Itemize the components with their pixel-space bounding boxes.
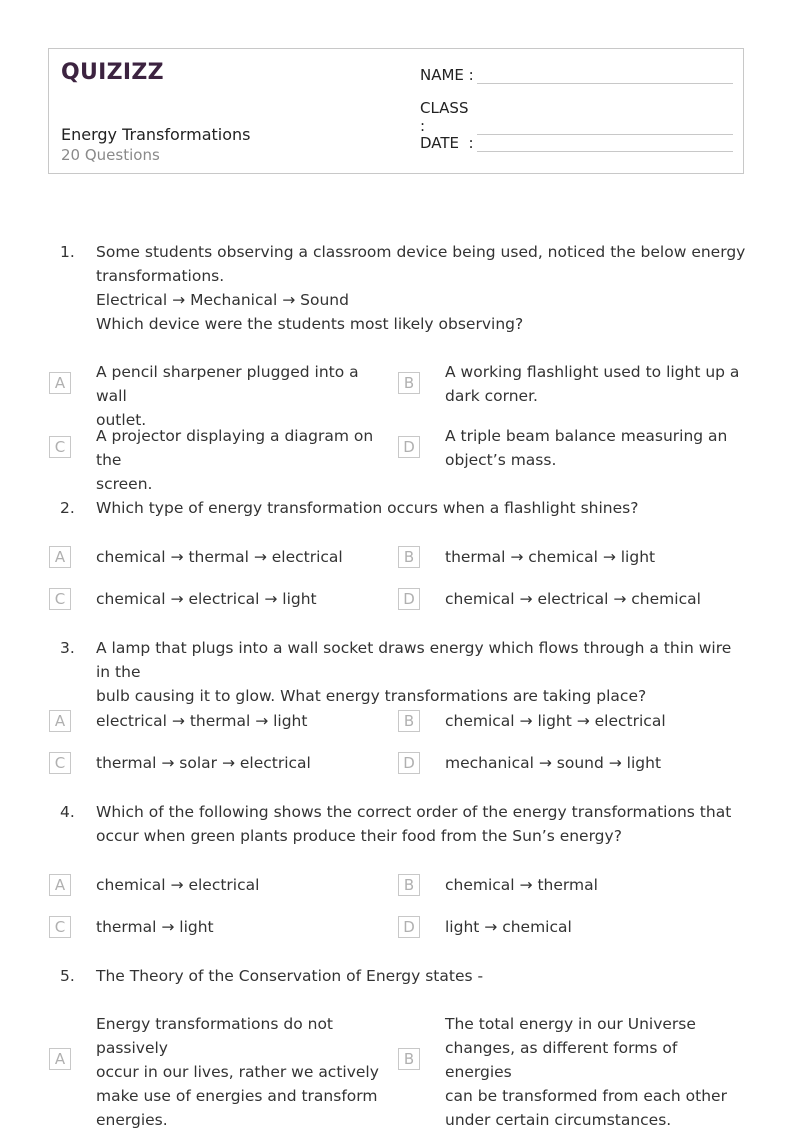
option-line: make use of energies and transform: [96, 1087, 378, 1105]
question-number: 1.: [60, 243, 75, 261]
question-line: The Theory of the Conservation of Energy states -: [96, 967, 484, 985]
option-a-box[interactable]: A: [49, 546, 71, 568]
option-b-text: [445, 1012, 745, 1132]
option-a-text: electrical → thermal → light: [96, 712, 308, 730]
option-c-text: thermal → solar → electrical: [96, 754, 311, 772]
date-label: DATE :: [420, 134, 474, 152]
option-line: A triple beam balance measuring an: [445, 427, 728, 445]
question-line: Which of the following shows the correct order of the energy transformations that: [96, 803, 732, 821]
question-line: Electrical → Mechanical → Sound: [96, 291, 349, 309]
option-c-box[interactable]: C: [49, 588, 71, 610]
question-line: transformations.: [96, 267, 225, 285]
option-a-box[interactable]: A: [49, 874, 71, 896]
option-a-box[interactable]: A: [49, 1048, 71, 1070]
class-label: CLASS :: [420, 99, 469, 135]
question-line: occur when green plants produce their food from the Sun’s energy?: [96, 827, 622, 845]
question-line: Which type of energy transformation occurs when a flashlight shines?: [96, 499, 639, 517]
option-b-text: [445, 360, 745, 408]
option-a-text: chemical → thermal → electrical: [96, 548, 343, 566]
question-number: 2.: [60, 499, 75, 517]
question-text: [96, 800, 746, 848]
logo-text: QUIZIZZ: [61, 59, 164, 85]
option-c-text: chemical → electrical → light: [96, 590, 317, 608]
option-line: A projector displaying a diagram on the: [96, 427, 374, 469]
option-b-box[interactable]: B: [398, 710, 420, 732]
option-b-text: thermal → chemical → light: [445, 548, 656, 566]
date-line: [477, 133, 733, 152]
option-a-text: [96, 360, 392, 432]
option-line: screen.: [96, 475, 153, 493]
option-c-text: thermal → light: [96, 918, 214, 936]
option-b-box[interactable]: B: [398, 874, 420, 896]
option-line: dark corner.: [445, 387, 538, 405]
option-line: energies.: [96, 1111, 168, 1129]
option-b-text: chemical → thermal: [445, 876, 598, 894]
option-b-box[interactable]: B: [398, 546, 420, 568]
question-text: [96, 636, 746, 708]
option-a-box[interactable]: A: [49, 372, 71, 394]
question-number: 5.: [60, 967, 75, 985]
option-line: outlet.: [96, 411, 147, 429]
option-d-text: light → chemical: [445, 918, 572, 936]
class-field: [420, 99, 733, 135]
question-text: [96, 964, 746, 988]
name-field: [420, 65, 733, 84]
option-line: Energy transformations do not passively: [96, 1015, 334, 1057]
option-a-box[interactable]: A: [49, 710, 71, 732]
date-field: [420, 133, 733, 152]
option-line: occur in our lives, rather we actively: [96, 1063, 379, 1081]
option-d-text: [445, 424, 745, 472]
option-b-box[interactable]: B: [398, 1048, 420, 1070]
option-d-box[interactable]: D: [398, 752, 420, 774]
option-c-text: [96, 424, 392, 496]
name-label: NAME :: [420, 66, 474, 84]
worksheet-title: Energy Transformations: [61, 125, 251, 144]
option-line: under certain circumstances.: [445, 1111, 672, 1129]
question-count: 20 Questions: [61, 146, 160, 164]
option-line: object’s mass.: [445, 451, 557, 469]
option-line: A working flashlight used to light up a: [445, 363, 740, 381]
option-a-text: [96, 1012, 392, 1132]
option-d-box[interactable]: D: [398, 436, 420, 458]
name-line: [477, 65, 733, 84]
option-d-box[interactable]: D: [398, 588, 420, 610]
question-number: 4.: [60, 803, 75, 821]
option-a-text: chemical → electrical: [96, 876, 260, 894]
option-line: changes, as different forms of energies: [445, 1039, 678, 1081]
option-line: The total energy in our Universe: [445, 1015, 696, 1033]
question-line: A lamp that plugs into a wall socket draws energy which flows through a thin wire in the: [96, 639, 732, 681]
quizizz-logo: [61, 57, 164, 87]
option-c-box[interactable]: C: [49, 752, 71, 774]
worksheet-header: [48, 48, 744, 174]
option-line: can be transformed from each other: [445, 1087, 727, 1105]
option-b-text: chemical → light → electrical: [445, 712, 666, 730]
option-c-box[interactable]: C: [49, 436, 71, 458]
question-text: [96, 240, 746, 336]
question-line: Some students observing a classroom device being used, noticed the below energy: [96, 243, 746, 261]
option-b-box[interactable]: B: [398, 372, 420, 394]
option-d-text: mechanical → sound → light: [445, 754, 662, 772]
question-number: 3.: [60, 639, 75, 657]
question-text: [96, 496, 746, 520]
option-d-box[interactable]: D: [398, 916, 420, 938]
option-d-text: chemical → electrical → chemical: [445, 590, 701, 608]
option-c-box[interactable]: C: [49, 916, 71, 938]
question-line: bulb causing it to glow. What energy transformations are taking place?: [96, 687, 647, 705]
option-line: A pencil sharpener plugged into a wall: [96, 363, 359, 405]
question-line: Which device were the students most likely observing?: [96, 315, 524, 333]
